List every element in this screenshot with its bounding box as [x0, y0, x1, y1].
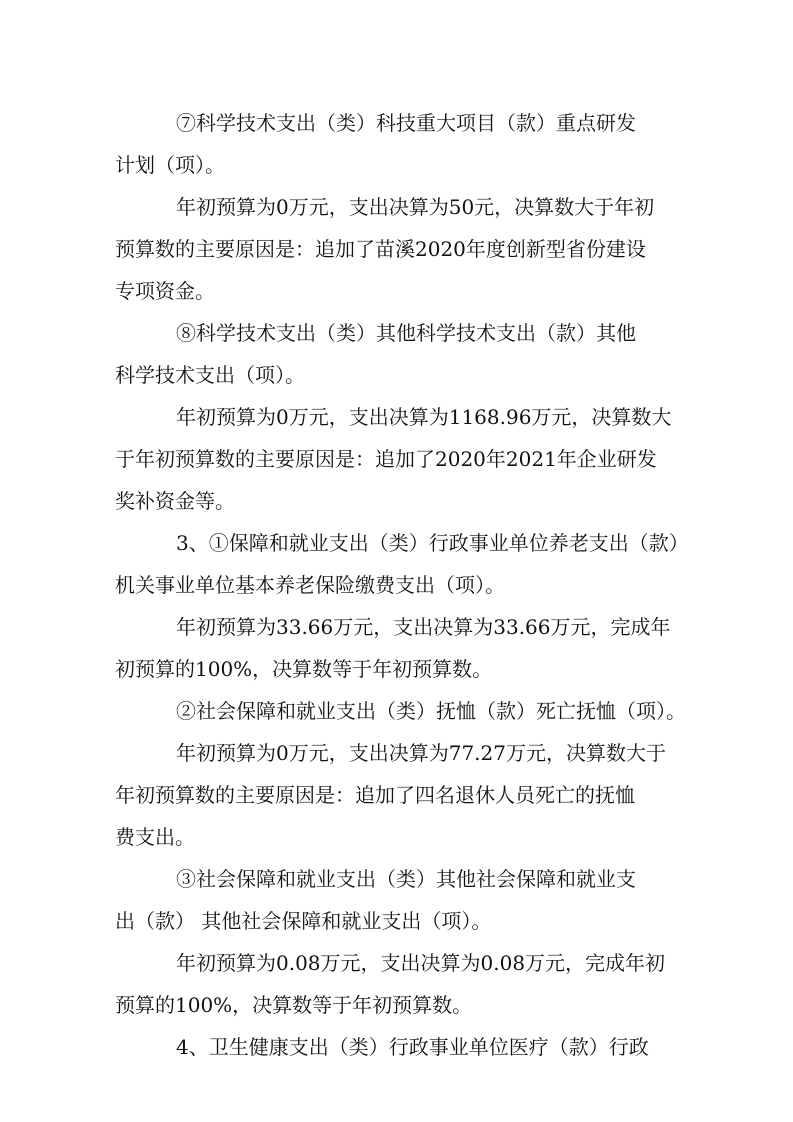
paragraph-line: 科学技术支出（项）。: [115, 363, 305, 387]
paragraph-line: 年初预算为0万元，支出决算为77.27万元，决算数大于: [176, 741, 666, 765]
paragraph-line: 初预算的100%，决算数等于年初预算数。: [115, 657, 493, 681]
paragraph-line: 3、①保障和就业支出（类）行政事业单位养老支出（款）: [176, 531, 689, 555]
paragraph-line: ②社会保障和就业支出（类）抚恤（款）死亡抚恤（项）。: [176, 699, 686, 723]
paragraph-line: 年初预算为0万元，支出决算为50元，决算数大于年初: [176, 195, 655, 219]
paragraph-line: 出（款） 其他社会保障和就业支出（项）。: [115, 909, 492, 933]
paragraph-line: 费支出。: [115, 825, 195, 849]
paragraph-line: ⑧科学技术支出（类）其他科学技术支出（款）其他: [176, 321, 636, 345]
paragraph-line: 专项资金。: [115, 279, 215, 303]
paragraph-line: 预算数的主要原因是：追加了苗溪2020年度创新型省份建设: [115, 237, 646, 261]
paragraph-line: 年初预算为0万元，支出决算为1168.96万元，决算数大: [176, 405, 672, 429]
paragraph-line: 于年初预算数的主要原因是：追加了2020年2021年企业研发: [115, 447, 657, 471]
paragraph-line: 年初预算为33.66万元，支出决算为33.66万元，完成年: [176, 615, 671, 639]
paragraph-line: 年初预算数的主要原因是：追加了四名退休人员死亡的抚恤: [115, 783, 635, 807]
paragraph-line: 机关事业单位基本养老保险缴费支出（项）。: [115, 573, 505, 597]
paragraph-line: 4、卫生健康支出（类）行政事业单位医疗（款）行政: [176, 1035, 649, 1059]
paragraph-line: ⑦科学技术支出（类）科技重大项目（款）重点研发: [176, 111, 636, 135]
paragraph-line: 计划（项）。: [115, 153, 225, 177]
paragraph-line: ③社会保障和就业支出（类）其他社会保障和就业支: [176, 867, 636, 891]
paragraph-line: 年初预算为0.08万元，支出决算为0.08万元，完成年初: [176, 951, 666, 975]
paragraph-line: 奖补资金等。: [115, 489, 235, 513]
paragraph-line: 预算的100%，决算数等于年初预算数。: [115, 993, 473, 1017]
